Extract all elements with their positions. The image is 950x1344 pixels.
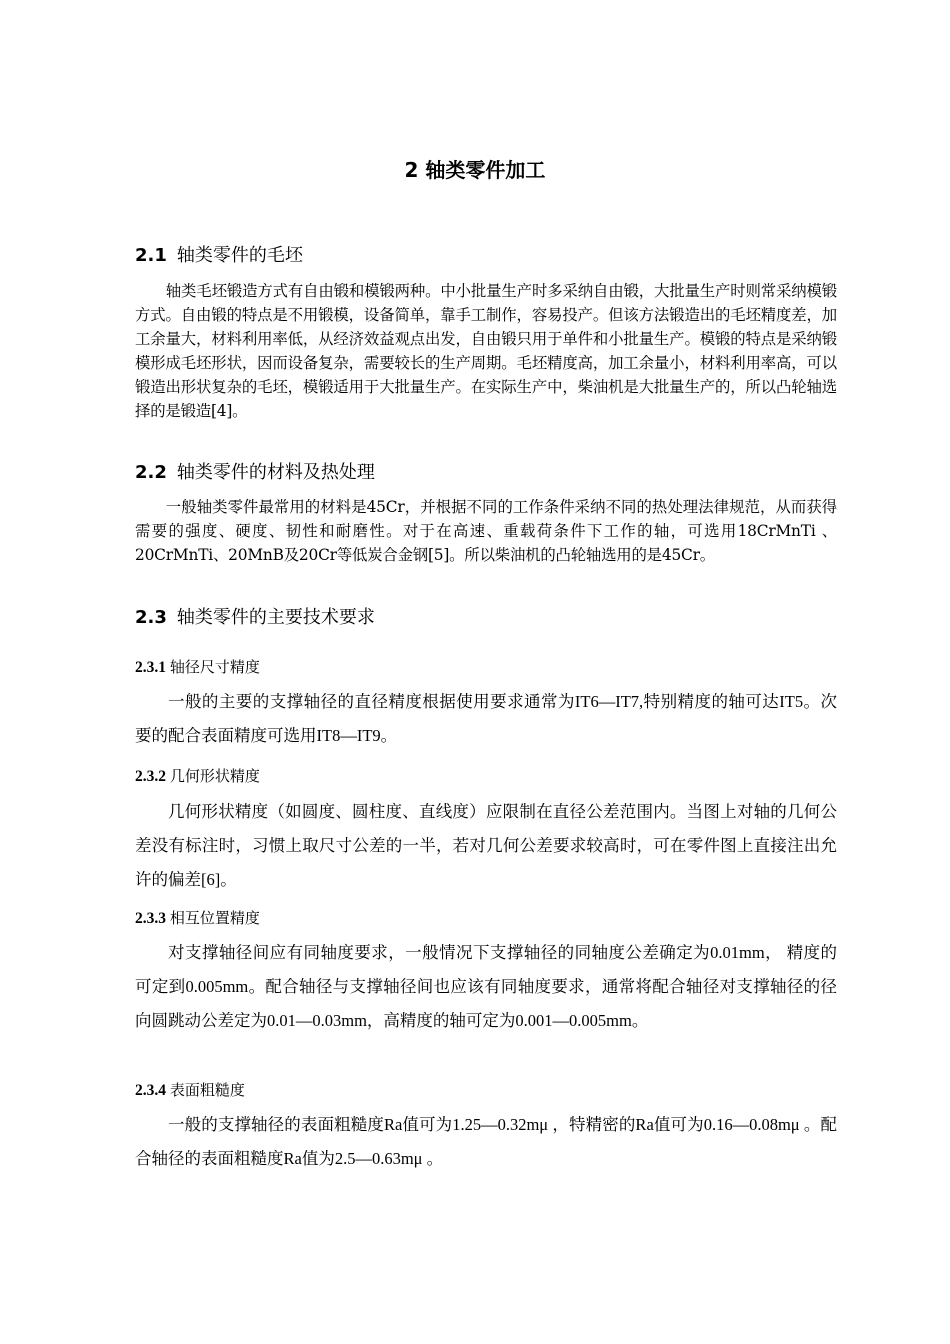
section-number: 2.3 — [135, 607, 167, 628]
section-title: 轴类零件的主要技术要求 — [176, 607, 375, 628]
subsection-heading-2-3-1 — [135, 657, 835, 678]
section-heading-2-2 — [135, 461, 835, 485]
subsection-number: 2.3.3 — [135, 910, 166, 927]
paragraph-2-3-1: 一般的主要的支撑轴径的直径精度根据使用要求通常为IT6—IT7,特别精度的轴可达IT5。次要的配合表面精度可选用IT8—IT9。 — [135, 692, 837, 745]
paragraph-2-3-3: 对支撑轴径间应有同轴度要求，一般情况下支撑轴径的同轴度公差确定为0.01mm， 精度的可定到0.005mm。配合轴径与支撑轴径间也应该有同轴度要求，通常将配合轴径对支撑轴径的径向圆跳动公差定为0.01—0.03mm，高精度的轴可定为0.001—0.005mm。 — [135, 943, 837, 1030]
paragraph-2-1: 轴类毛坯锻造方式有自由锻和模锻两种。中小批量生产时多采纳自由锻，大批量生产时则常采纳模锻方式。自由锻的特点是不用锻模，设备简单，靠手工制作，容易投产。但该方法锻造出的毛坯精度差，加工余量大，材料利用率低，从经济效益观点出发，自由锻只用于单件和小批量生产。模锻的特点是采纳锻模形成毛坯形状，因而设备复杂，需要较长的生产周期。毛坯精度高，加工余量小，材料利用率高，可以锻造出形状复杂的毛坯，模锻适用于大批量生产。在实际生产中，柴油机是大批量生产的，所以凸轮轴选择的是锻造[4]。 — [135, 282, 837, 420]
subsection-title: 几何形状精度 — [169, 767, 260, 785]
subsection-heading-2-3-4 — [135, 1080, 835, 1101]
subsection-number: 2.3.1 — [135, 659, 166, 676]
subsection-number: 2.3.4 — [135, 1082, 166, 1099]
paragraph-2-2: 一般轴类零件最常用的材料是45Cr，并根据不同的工作条件采纳不同的热处理法律规范，从而获得需要的强度、硬度、韧性和耐磨性。对于在高速、重载荷条件下工作的轴，可选用18CrMnTi 、20CrMnTi、20MnB及20Cr等低炭合金钢[5]。所以柴油机的凸轮轴选用的是45Cr。 — [135, 498, 837, 564]
subsection-title: 相互位置精度 — [169, 909, 260, 927]
paragraph-2-3-2: 几何形状精度（如圆度、圆柱度、直线度）应限制在直径公差范围内。当图上对轴的几何公差没有标注时，习惯上取尺寸公差的一半，若对几何公差要求较高时，可在零件图上直接注出允许的偏差[6]。 — [135, 802, 837, 889]
chapter-title: 2 轴类零件加工 — [404, 158, 546, 182]
subsection-heading-2-3-3 — [135, 908, 835, 929]
paragraph-2-3-4: 一般的支撑轴径的表面粗糙度Ra值可为1.25—0.32mμ ，特精密的Ra值可为0.16—0.08mμ 。配合轴径的表面粗糙度Ra值为2.5—0.63mμ 。 — [135, 1115, 837, 1168]
section-title: 轴类零件的毛坯 — [176, 245, 303, 266]
subsection-number: 2.3.2 — [135, 768, 166, 785]
section-number: 2.1 — [135, 245, 167, 266]
subsection-title: 轴径尺寸精度 — [169, 658, 260, 676]
subsection-title: 表面粗糙度 — [169, 1081, 245, 1099]
section-heading-2-1 — [135, 244, 835, 268]
section-title: 轴类零件的材料及热处理 — [176, 462, 375, 483]
section-heading-2-3 — [135, 606, 835, 630]
section-number: 2.2 — [135, 462, 167, 483]
subsection-heading-2-3-2 — [135, 766, 835, 787]
